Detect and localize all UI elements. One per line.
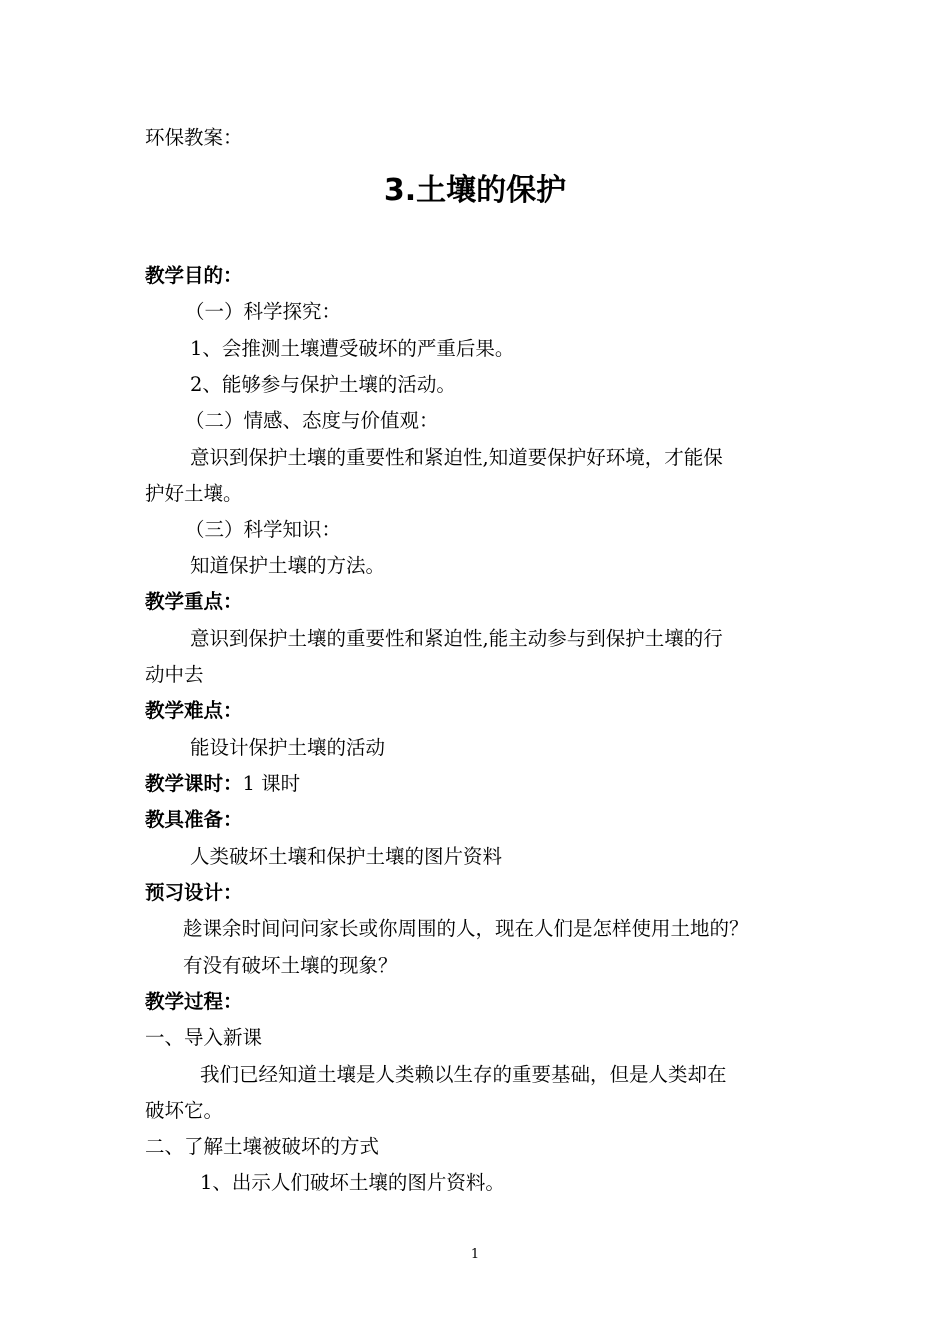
page-title: 3.土壤的保护 xyxy=(383,173,567,208)
key-points-heading: 教学重点： xyxy=(145,590,243,613)
preview-text: 趁课余时间问问家长或你周围的人，现在人们是怎样使用土地的？ xyxy=(183,917,749,940)
hours-row xyxy=(145,769,300,799)
process-heading: 教学过程： xyxy=(145,990,243,1013)
page-number: 1 xyxy=(470,1247,480,1262)
process-part-1-text: 我们已经知道土壤是人类赖以生存的重要基础，但是人类却在 xyxy=(200,1063,727,1086)
difficulties-text: 能设计保护土壤的活动 xyxy=(190,736,386,759)
objectives-item-1: 1、会推测土壤遭受破坏的严重后果。 xyxy=(190,337,515,360)
objectives-item-2: 2、能够参与保护土壤的活动。 xyxy=(190,373,456,396)
objectives-section-3: （三）科学知识： xyxy=(185,518,342,541)
materials-heading: 教具准备： xyxy=(145,808,243,831)
hours-value: 1 课时 xyxy=(242,772,301,795)
key-points-text-cont: 动中去 xyxy=(145,663,204,686)
key-points-text: 意识到保护土壤的重要性和紧迫性,能主动参与到保护土壤的行 xyxy=(190,627,723,650)
objectives-section-2-text-cont: 护好土壤。 xyxy=(145,482,243,505)
objectives-section-2: （二）情感、态度与价值观： xyxy=(185,409,439,432)
process-part-2-item-1: 1、出示人们破坏土壤的图片资料。 xyxy=(200,1171,505,1194)
objectives-section-1: （一）科学探究： xyxy=(185,300,342,323)
difficulties-heading: 教学难点： xyxy=(145,699,243,722)
materials-text: 人类破坏土壤和保护土壤的图片资料 xyxy=(190,845,503,868)
process-part-1: 一、导入新课 xyxy=(145,1026,263,1049)
objectives-heading: 教学目的： xyxy=(145,264,243,287)
preview-text-cont: 有没有破坏土壤的现象？ xyxy=(183,954,398,977)
header-label: 环保教案： xyxy=(145,126,243,149)
preview-heading: 预习设计： xyxy=(145,881,243,904)
process-part-1-text-cont: 破坏它。 xyxy=(145,1099,224,1122)
hours-heading: 教学课时： xyxy=(145,772,243,795)
process-part-2: 二、了解土壤被破坏的方式 xyxy=(145,1135,380,1158)
objectives-section-2-text: 意识到保护土壤的重要性和紧迫性,知道要保护好环境，才能保 xyxy=(190,446,723,469)
objectives-section-3-text: 知道保护土壤的方法。 xyxy=(190,554,386,577)
